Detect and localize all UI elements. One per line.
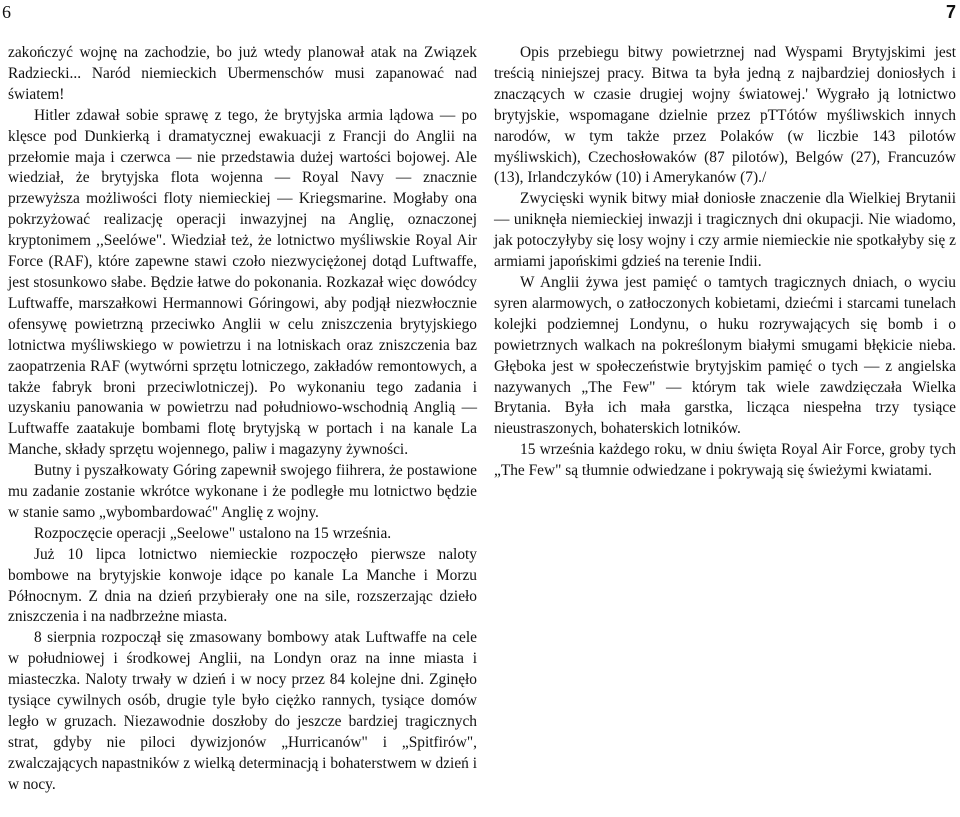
paragraph: Hitler zdawał sobie sprawę z tego, że brytyjska armia lądowa — po klęsce pod Dunkierką i dramatycznej ewakuacji z Francji do Anglii na przełomie maja i czerwca — nie przedstawia dużej wartości bojowej. Ale wiedział, że brytyjska flota wojenna — Royal Navy — znacznie przewyższa możliwości floty niemieckiej — Kriegsmarine. Mogłaby ona pokrzyżować realizację operacji inwazyjnej na Anglię, oznaczonej kryptonimem ,,Seelówe". Wiedział też, że lotnictwo myśliwskie Royal Air Force (RAF), które zapewne stawi czoło niezwyciężonej dotąd Luftwaffe, jest stosunkowo słabe. Będzie łatwe do pokonania. Rozkazał więc dowódcy Luftwaffe, marszałkowi Hermannowi Góringowi, aby podjął niezwłocznie ofensywę powietrzną przeciwko Anglii w celu zniszczenia brytyjskiego lotnictwa myśliwskiego w powietrzu i na lotniskach oraz zniszczenia baz zaopatrzenia RAF (wytwórni sprzętu lotniczego, zakładów remontowych, a także fabryk broni przeciwlotniczej). Po wykonaniu tego zadania i uzyskaniu panowania w powietrzu nad południowo-wschodnią Anglią — Luftwaffe zaatakuje bombami flotę brytyjską w portach i na kanale La Manche, składy sprzętu wojennego, paliw i magazyny żywności. <box>8 106 477 459</box>
left-text-column <box>8 43 477 796</box>
paragraph: zakończyć wojnę na zachodzie, bo już wtedy planował atak na Związek Radziecki... Naród niemieckich Ubermenschów musi zapanować nad światem! <box>8 44 477 103</box>
page-number-left: 6 <box>2 2 11 22</box>
paragraph: 15 września każdego roku, w dniu święta Royal Air Force, groby tych „The Few" są tłumnie odwiedzane i pokrywają się świeżymi kwiatami. <box>494 441 956 480</box>
paragraph: Zwycięski wynik bitwy miał doniosłe znaczenie dla Wielkiej Brytanii — uniknęła niemieckiej inwazji i tragicznych dni okupacji. Nie wiadomo, jak potoczyłyby się losy wojny i czy armie niemieckie nie spotkałyby się z armiami japońskimi gdzieś na terenie Indii. <box>494 190 956 271</box>
page-number-right: 7 <box>945 2 956 22</box>
paragraph: 8 sierpnia rozpoczął się zmasowany bombowy atak Luftwaffe na cele w południowej i środkowej Anglii, na Londyn oraz na inne miasta i miasteczka. Naloty trwały w dzień i w nocy przez 84 kolejne dni. Zginęło tysiące cywilnych osób, drugie tyle było ciężko rannych, tysiące domów legło w gruzach. Niezawodnie doszłoby do jeszcze bardziej tragicznych strat, gdyby nie piloci dywizjonów „Hurricanów" i „Spitfirów", zwalczających napastników z wielką determinacją i bohaterstwem w dzień i w nocy. <box>8 629 477 793</box>
paragraph: Opis przebiegu bitwy powietrznej nad Wyspami Brytyjskimi jest treścią niniejszej pracy. Bitwa ta była jedną z najbardziej doniosłych i znaczących w czasie drugiej wojny światowej.' Wygrało ją lotnictwo brytyjskie, wspomagane dzielnie przez pTTótów myśliwskich innych narodów, w tym także przez Polaków (w liczbie 143 pilotów myśliwskich), Czechosłowaków (87 pilotów), Belgów (27), Francuzów (13), Irlandczyków (10) i Amerykanów (7)./ <box>494 44 956 187</box>
paragraph: Butny i pyszałkowaty Góring zapewnił swojego fiihrera, że postawione mu zadanie zostanie wkrótce wykonane i że podległe mu lotnictwo będzie w stanie samo „wybombardować" Anglię z wojny. <box>8 462 477 521</box>
right-text-column <box>494 43 956 482</box>
paragraph: W Anglii żywa jest pamięć o tamtych tragicznych dniach, o wyciu syren alarmowych, o zatłoczonych kobietami, dziećmi i starcami tunelach kolejki podziemnej Londynu, o huku rozrywających się bomb i o powietrznych walkach na pokreślonym białymi smugami błękicie nieba. Głęboka jest w społeczeństwie brytyjskim pamięć o tych — z angielska nazywanych „The Few" — którym tak wiele zawdzięczała Wielka Brytania. Była ich mała garstka, licząca niespełna trzy tysiące nieustraszonych, bohaterskich lotników. <box>494 273 956 438</box>
paragraph: Rozpoczęcie operacji „Seelowe" ustalono na 15 września. <box>34 524 392 542</box>
paragraph: Już 10 lipca lotnictwo niemieckie rozpoczęło pierwsze naloty bombowe na brytyjskie konwoje idące po kanale La Manche i Morzu Północnym. Z dnia na dzień przybierały one na sile, rozszerzając dzieło zniszczenia i na nadbrzeżne miasta. <box>8 545 477 626</box>
